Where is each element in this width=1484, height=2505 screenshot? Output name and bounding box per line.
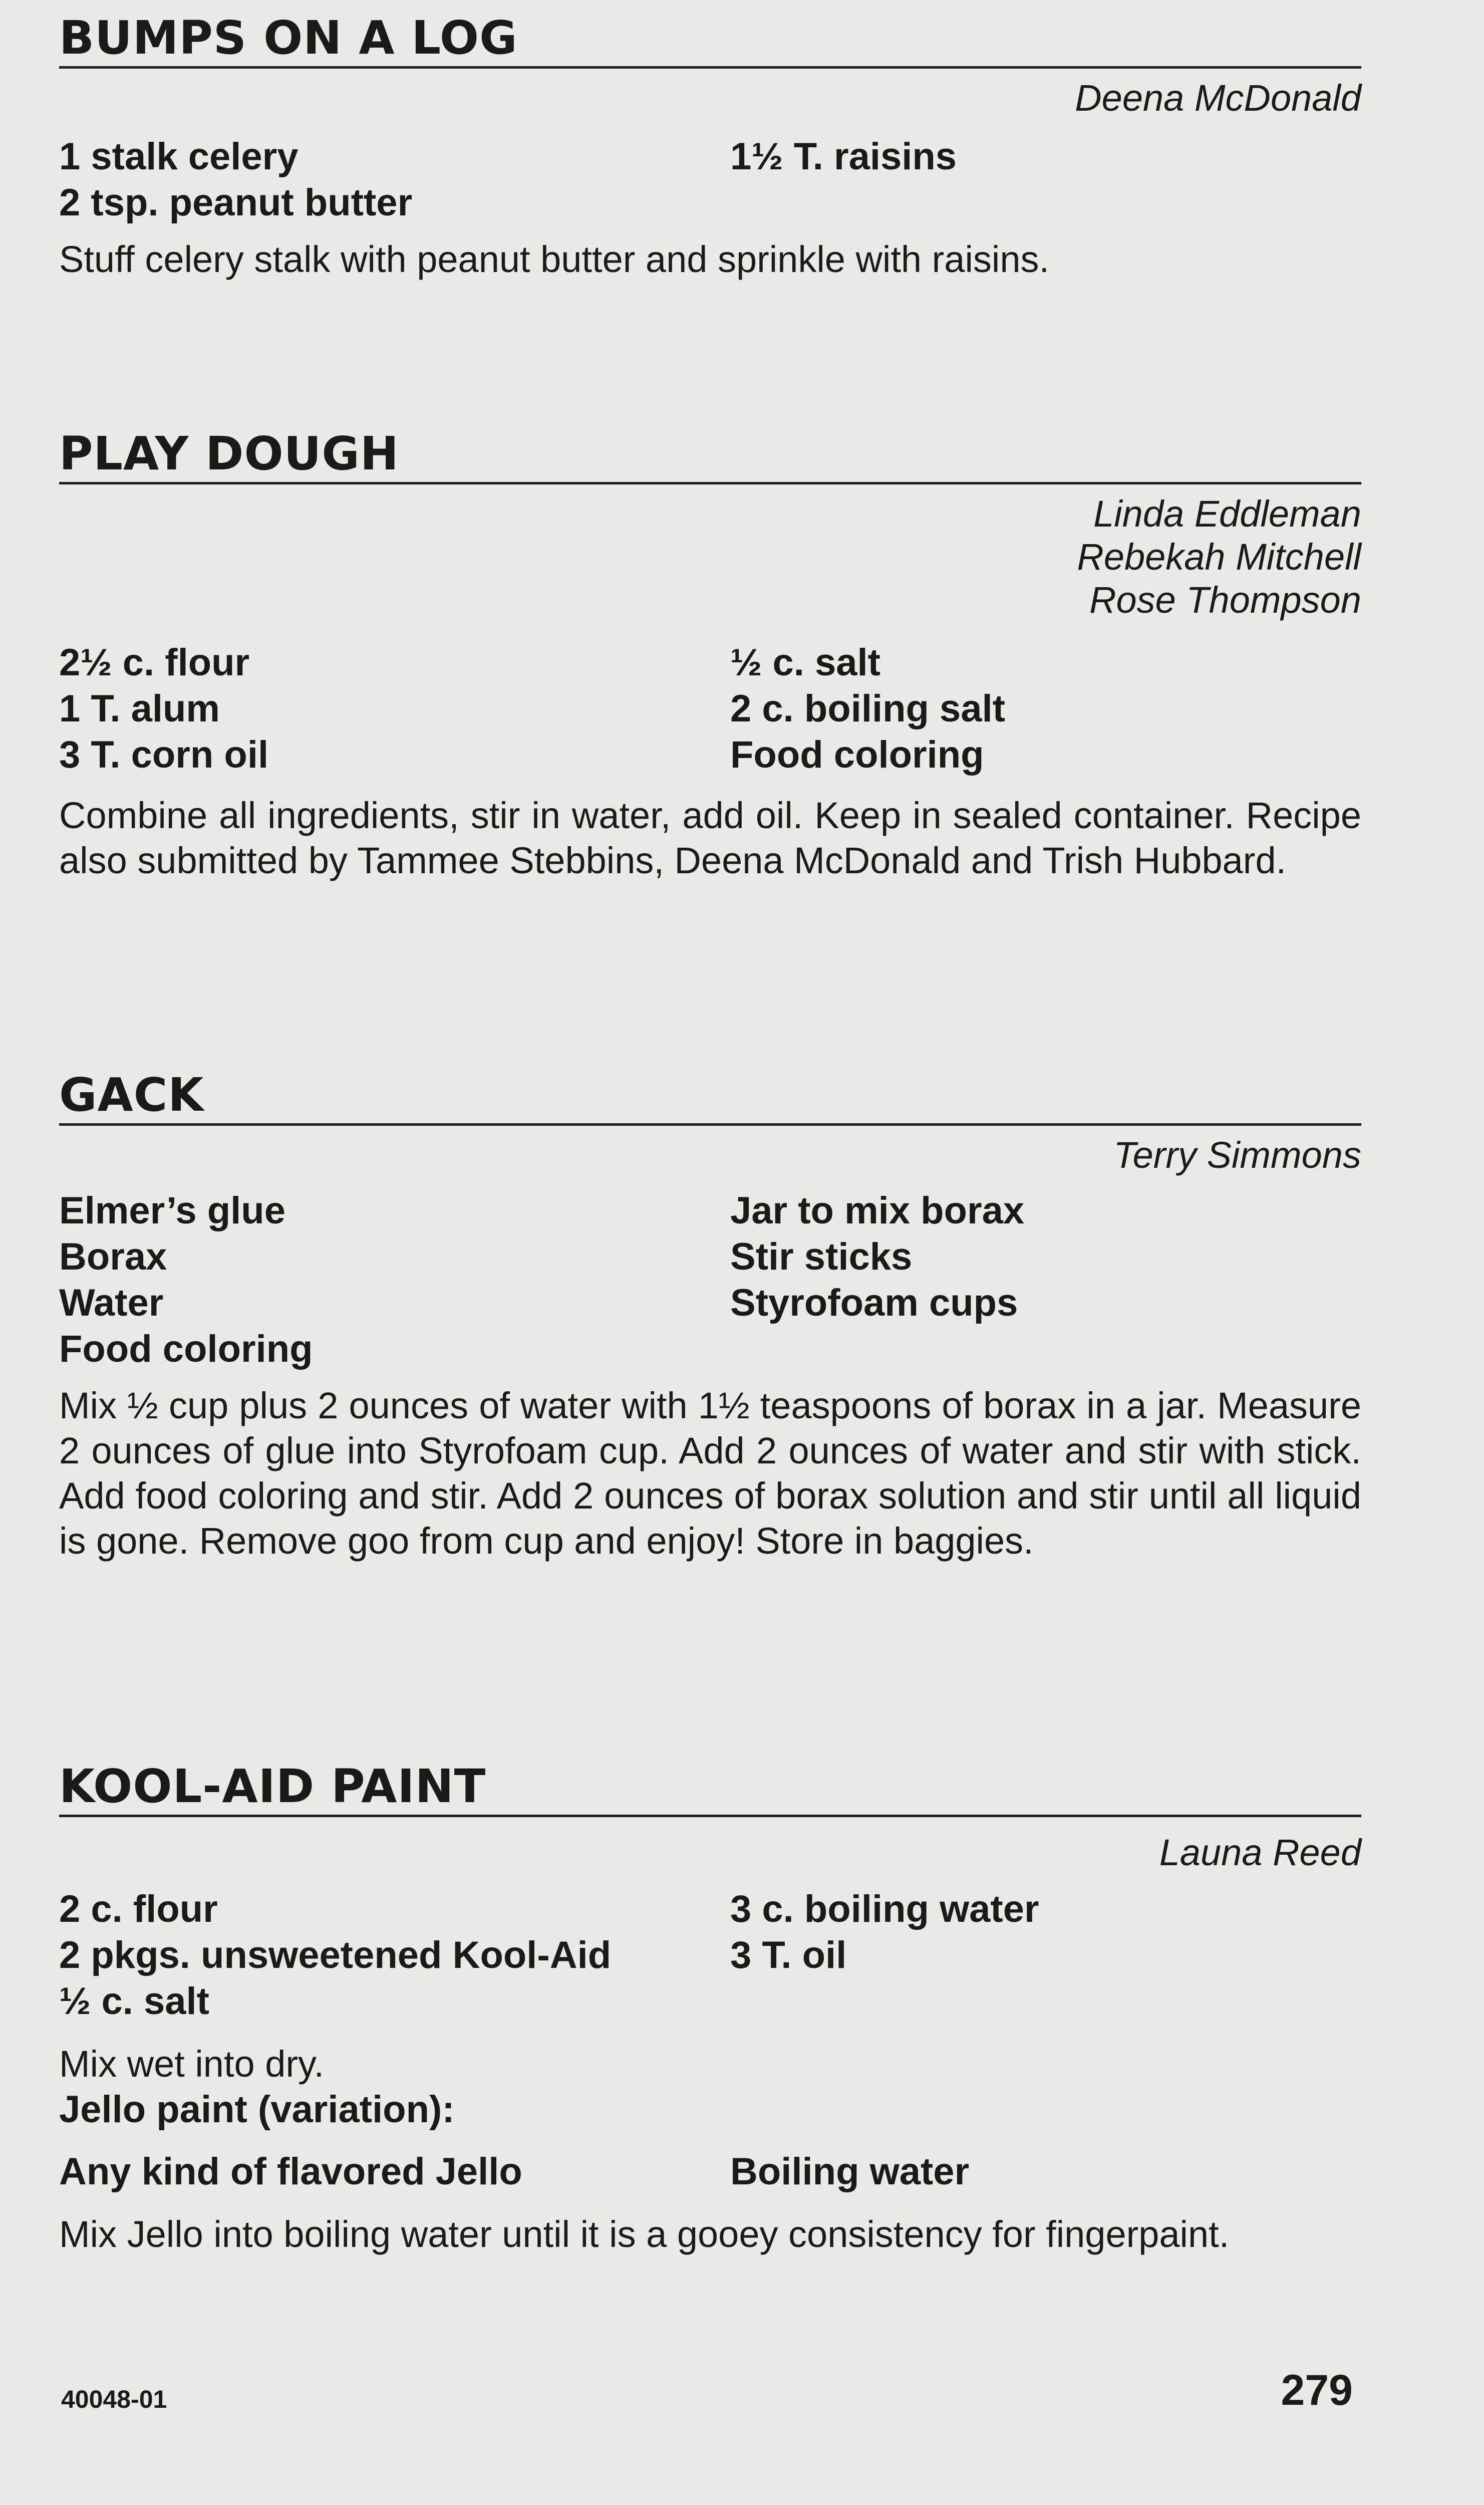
- ingredient: Food coloring: [59, 1328, 313, 1370]
- recipe-play-dough: [59, 426, 1361, 883]
- contributor-name: Rebekah Mitchell: [1077, 536, 1361, 578]
- ingredient: Stir sticks: [730, 1235, 913, 1278]
- ingredient: 3 T. corn oil: [59, 733, 269, 776]
- contributor-list: [59, 77, 1361, 120]
- title-rule: [59, 1815, 1361, 1817]
- recipe-title: PLAY DOUGH: [59, 427, 399, 480]
- page-number: 279: [1281, 2366, 1353, 2414]
- ingredient: 2 c. flour: [59, 1888, 218, 1930]
- ingredient: Water: [59, 1282, 164, 1324]
- contributor-name: Launa Reed: [1159, 1832, 1361, 1873]
- variation-left-column: [59, 2149, 730, 2195]
- ingredient: 3 T. oil: [730, 1934, 847, 1976]
- contributor-list: [59, 1134, 1361, 1177]
- book-code: 40048-01: [61, 2385, 167, 2413]
- instructions: Combine all ingredients, stir in water, add oil. Keep in sealed container. Recipe also submitted by Tammee Stebbins, Deena McDonald and Trish Hubbard.: [59, 795, 1361, 881]
- ingredient: Boiling water: [730, 2150, 970, 2193]
- instructions: Mix ½ cup plus 2 ounces of water with 1½ teaspoons of borax in a jar. Measure 2 ounces of glue into Styrofoam cup. Add 2 ounces of water and stir with stick. Add food coloring and stir. Add 2 ounces of borax solution and stir until all liquid is gone. Remove goo from cup and enjoy! Store in baggies.: [59, 1385, 1361, 1562]
- ingredient: 1 stalk celery: [59, 135, 299, 178]
- ingredient: 2½ c. flour: [59, 641, 250, 684]
- contributor-name: Terry Simmons: [1113, 1134, 1361, 1176]
- recipe-bumps-on-a-log: [59, 10, 1361, 282]
- contributor-list: [59, 1831, 1361, 1874]
- contributor-name: Rose Thompson: [1089, 579, 1361, 621]
- ingredients-left-column: [59, 640, 730, 778]
- ingredients-right-column: [730, 640, 1361, 778]
- recipe-gack: [59, 1067, 1361, 1564]
- recipe-title: KOOL-AID PAINT: [59, 1760, 486, 1813]
- ingredient: Borax: [59, 1235, 167, 1278]
- variation-ingredients: [59, 2149, 1361, 2195]
- instructions: Mix wet into dry.: [59, 2043, 325, 2085]
- variation-right-column: [730, 2149, 1361, 2195]
- ingredient: 2 c. boiling salt: [730, 687, 1005, 730]
- ingredients-right-column: [730, 134, 1361, 226]
- ingredients-left-column: [59, 134, 730, 226]
- ingredient: 1½ T. raisins: [730, 135, 957, 178]
- ingredients: [59, 1886, 1361, 2025]
- variation-heading: Jello paint (variation):: [59, 2088, 455, 2131]
- ingredient: Styrofoam cups: [730, 1282, 1018, 1324]
- ingredients-left-column: [59, 1886, 730, 2025]
- ingredient: Any kind of flavored Jello: [59, 2150, 522, 2193]
- recipe-kool-aid-paint: [59, 1759, 1361, 2257]
- ingredient: 2 pkgs. unsweetened Kool-Aid: [59, 1934, 612, 1976]
- ingredient: 3 c. boiling water: [730, 1888, 1039, 1930]
- instructions: Stuff celery stalk with peanut butter and sprinkle with raisins.: [59, 238, 1050, 280]
- variation-instructions: Mix Jello into boiling water until it is a gooey consistency for fingerpaint.: [59, 2213, 1230, 2255]
- ingredients: [59, 1188, 1361, 1372]
- recipe-title: BUMPS ON A LOG: [59, 11, 518, 65]
- ingredients-right-column: [730, 1886, 1361, 2025]
- contributor-name: Linda Eddleman: [1093, 493, 1361, 535]
- title-rule: [59, 1123, 1361, 1126]
- contributor-name: Deena McDonald: [1075, 77, 1361, 119]
- ingredient: 1 T. alum: [59, 687, 220, 730]
- ingredient: ½ c. salt: [59, 1980, 209, 2023]
- ingredient: 2 tsp. peanut butter: [59, 181, 413, 224]
- ingredient: ½ c. salt: [730, 641, 880, 684]
- ingredients: [59, 640, 1361, 778]
- ingredients-left-column: [59, 1188, 730, 1372]
- contributor-list: [59, 492, 1361, 622]
- title-rule: [59, 482, 1361, 484]
- ingredient: Elmer’s glue: [59, 1189, 285, 1232]
- ingredients: [59, 134, 1361, 226]
- ingredients-right-column: [730, 1188, 1361, 1372]
- ingredient: Jar to mix borax: [730, 1189, 1025, 1232]
- title-rule: [59, 66, 1361, 69]
- ingredient: Food coloring: [730, 733, 984, 776]
- recipe-title: GACK: [59, 1068, 204, 1122]
